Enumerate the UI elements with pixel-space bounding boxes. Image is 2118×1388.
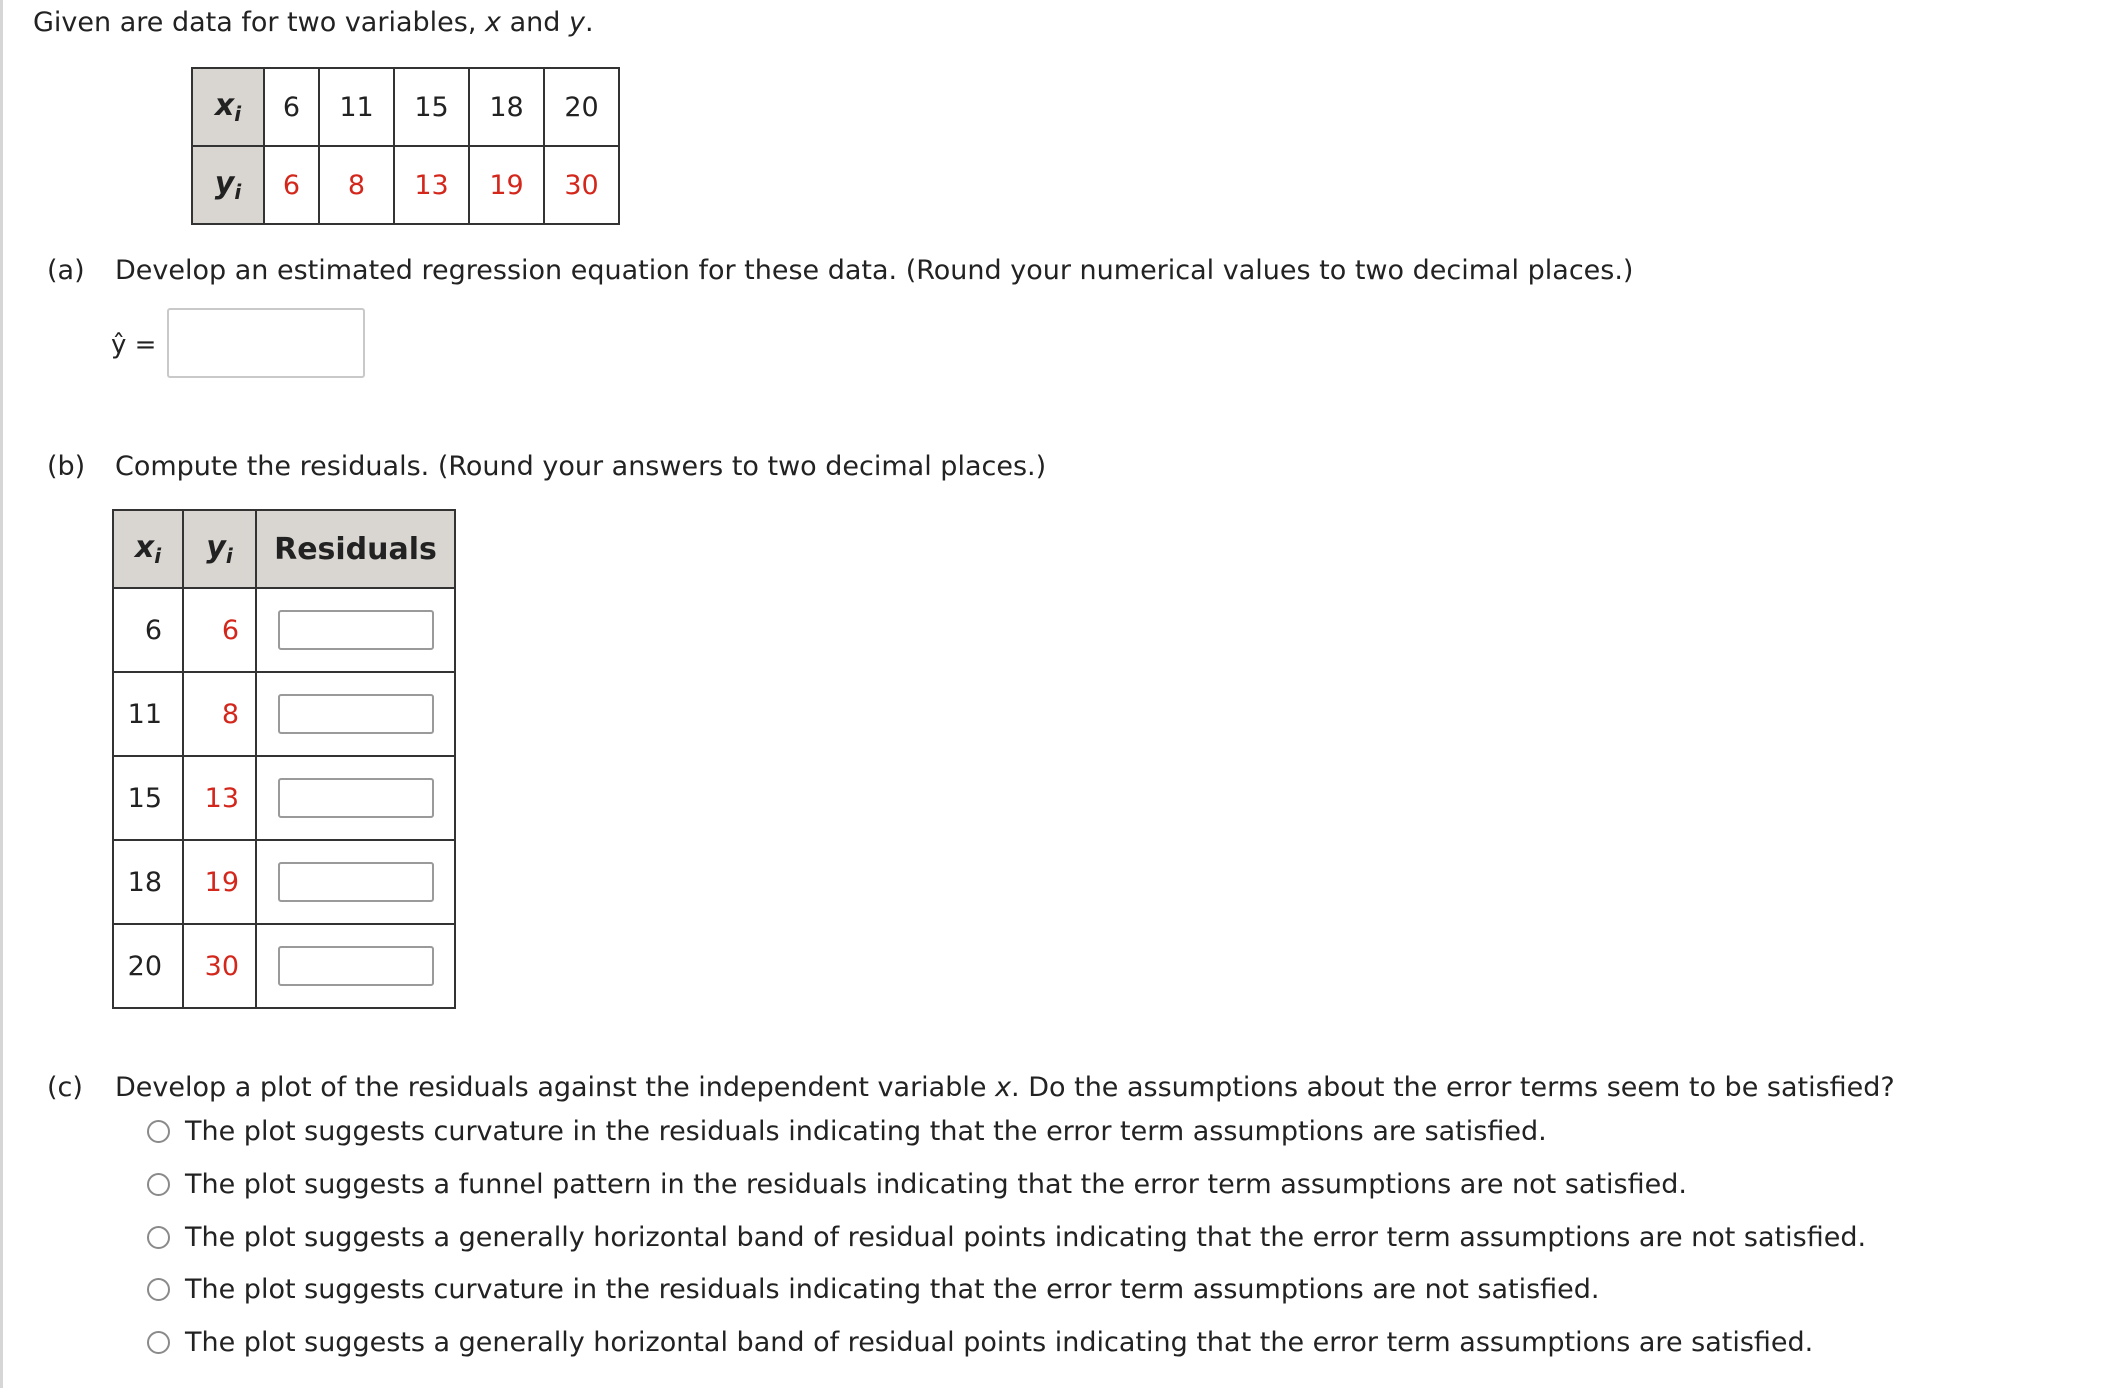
residual-cell	[256, 588, 455, 672]
yhat-label: ŷ =	[111, 330, 157, 360]
y-cell: 8	[319, 146, 394, 224]
residual-input-3[interactable]	[278, 778, 434, 818]
table-row	[113, 840, 455, 924]
part-b-prompt	[47, 451, 1046, 482]
intro-part-2: and	[500, 7, 569, 38]
intro-var-x: x	[485, 7, 501, 38]
row-y: 30	[183, 924, 256, 1008]
radio-button[interactable]	[147, 1173, 170, 1196]
part-b-label: (b)	[47, 451, 86, 482]
option-label[interactable]: The plot suggests curvature in the residuals indicating that the error term assumptions are not satisfied.	[185, 1274, 1600, 1305]
y-cell: 6	[264, 146, 319, 224]
residuals-header-row	[113, 510, 455, 588]
residual-cell	[256, 672, 455, 756]
rh-x-sub: i	[154, 544, 162, 568]
header-x-var: x	[214, 88, 235, 123]
row-y: 13	[183, 756, 256, 840]
part-c-prompt	[47, 1072, 1895, 1103]
residuals-header: Residuals	[256, 510, 455, 588]
row-y: 6	[183, 588, 256, 672]
x-cell: 20	[544, 68, 619, 146]
rh-y-sub: i	[225, 544, 233, 568]
option-label[interactable]: The plot suggests curvature in the residuals indicating that the error term assumptions are satisfied.	[185, 1116, 1547, 1147]
residual-cell	[256, 840, 455, 924]
residual-input-4[interactable]	[278, 862, 434, 902]
residual-input-2[interactable]	[278, 694, 434, 734]
y-cell: 19	[469, 146, 544, 224]
header-y-var: y	[214, 166, 235, 201]
intro-text	[33, 7, 594, 38]
y-cell: 13	[394, 146, 469, 224]
residuals-table	[112, 509, 456, 1009]
data-row-y	[192, 146, 619, 224]
row-y: 19	[183, 840, 256, 924]
part-a-text: Develop an estimated regression equation for these data. (Round your numerical values to two decimal places.)	[115, 255, 1634, 286]
part-b-text: Compute the residuals. (Round your answers to two decimal places.)	[115, 451, 1047, 482]
radio-button[interactable]	[147, 1278, 170, 1301]
radio-option-3[interactable]	[147, 1222, 1866, 1253]
x-cell: 6	[264, 68, 319, 146]
x-cell: 18	[469, 68, 544, 146]
y-cell: 30	[544, 146, 619, 224]
part-a-label: (a)	[47, 255, 85, 286]
intro-part-1: Given are data for two variables,	[33, 7, 485, 38]
option-label[interactable]: The plot suggests a generally horizontal band of residual points indicating that the error term assumptions are not satisfied.	[185, 1222, 1867, 1253]
option-label[interactable]: The plot suggests a generally horizontal band of residual points indicating that the error term assumptions are satisfied.	[185, 1327, 1814, 1358]
residuals-header-y	[183, 510, 256, 588]
residual-cell	[256, 924, 455, 1008]
header-x-sub: i	[234, 102, 242, 126]
radio-option-4[interactable]	[147, 1274, 1599, 1305]
header-x	[192, 68, 264, 146]
header-y-sub: i	[234, 180, 242, 204]
part-c-text-2: . Do the assumptions about the error terms seem to be satisfied?	[1011, 1072, 1895, 1103]
data-table	[191, 67, 620, 225]
row-x: 18	[113, 840, 183, 924]
row-x: 11	[113, 672, 183, 756]
part-c-var: x	[995, 1072, 1012, 1103]
row-x: 15	[113, 756, 183, 840]
option-label[interactable]: The plot suggests a funnel pattern in the residuals indicating that the error term assumptions are not satisfied.	[185, 1169, 1687, 1200]
radio-button[interactable]	[147, 1120, 170, 1143]
x-cell: 11	[319, 68, 394, 146]
part-a-prompt	[47, 255, 1633, 286]
table-row	[113, 756, 455, 840]
table-row	[113, 924, 455, 1008]
intro-part-3: .	[584, 7, 594, 38]
residual-input-1[interactable]	[278, 610, 434, 650]
table-row	[113, 672, 455, 756]
radio-button[interactable]	[147, 1226, 170, 1249]
rh-x-var: x	[134, 530, 155, 565]
regression-equation-input[interactable]	[167, 308, 365, 378]
radio-option-5[interactable]	[147, 1327, 1813, 1358]
intro-var-y: y	[568, 7, 585, 38]
header-y	[192, 146, 264, 224]
row-x: 6	[113, 588, 183, 672]
radio-button[interactable]	[147, 1331, 170, 1354]
x-cell: 15	[394, 68, 469, 146]
residual-cell	[256, 756, 455, 840]
rh-y-var: y	[206, 530, 226, 565]
data-row-x	[192, 68, 619, 146]
row-y: 8	[183, 672, 256, 756]
radio-option-1[interactable]	[147, 1116, 1547, 1147]
residual-input-5[interactable]	[278, 946, 434, 986]
residuals-header-x	[113, 510, 183, 588]
row-x: 20	[113, 924, 183, 1008]
table-row	[113, 588, 455, 672]
radio-option-2[interactable]	[147, 1169, 1687, 1200]
part-c-label: (c)	[47, 1072, 83, 1103]
part-c-text-1: Develop a plot of the residuals against the independent variable	[115, 1072, 996, 1103]
